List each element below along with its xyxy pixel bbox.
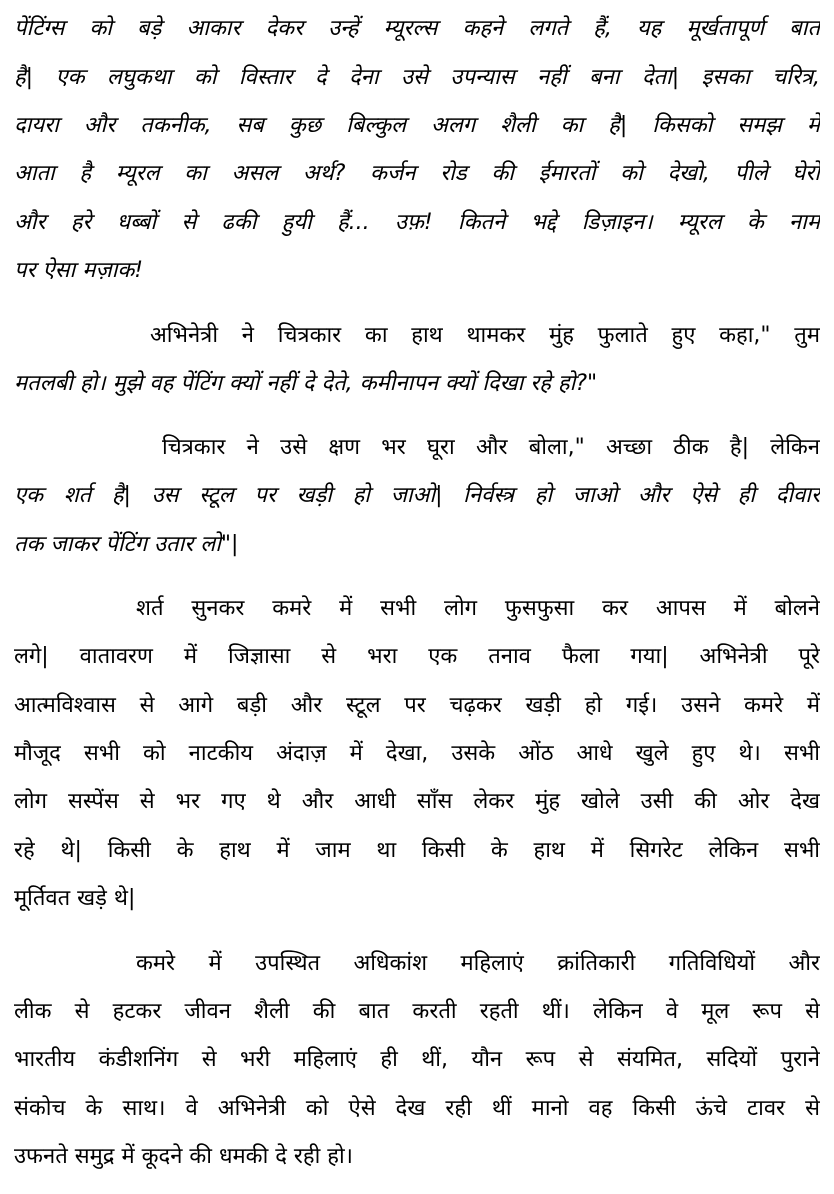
text-line: रहे थे| किसी के हाथ में जाम था किसी के हाथ में सिगरेट लेकिन सभी: [14, 838, 820, 863]
text-line: है| एक लघुकथा को विस्तार दे देना उसे उपन्यास नहीं बना देता| इसका चरित्र,: [14, 65, 820, 90]
text-line: आता है म्यूरल का असल अर्थ? कर्जन रोड की ईमारतों को देखो, पीले घेरों: [14, 161, 820, 186]
text-line: लीक से हटकर जीवन शैली की बात करती रहती थीं। लेकिन वे मूल रूप से: [14, 999, 820, 1024]
text-line: अभिनेत्री ने चित्रकार का हाथ थामकर मुंह फुलाते हुए कहा," तुम: [150, 323, 820, 348]
text-line: लगे| वातावरण में जिज्ञासा से भरा एक तनाव फैला गया| अभिनेत्री पूरे: [14, 644, 820, 669]
text-line: चित्रकार ने उसे क्षण भर घूरा और बोला," अच्छा ठीक है| लेकिन: [162, 435, 820, 460]
text-line: मूर्तिवत खड़े थे|: [14, 886, 136, 911]
text-line: तक जाकर पेंटिंग उतार लो"|: [14, 532, 239, 557]
text-line: और हरे धब्बों से ढकी हुयी हैं... उफ़! कितने भद्दे डिज़ाइन। म्यूरल के नाम: [14, 210, 820, 235]
text-line: पेंटिंग्स को बड़े आकार देकर उन्हें म्यूरल्स कहने लगते हैं, यह मूर्खतापूर्ण बात: [14, 16, 820, 41]
text-line: शर्त सुनकर कमरे में सभी लोग फुसफुसा कर आपस में बोलने: [136, 596, 820, 621]
text-line: संकोच के साथ। वे अभिनेत्री को ऐसे देख रही थीं मानो वह किसी ऊंचे टावर से: [14, 1096, 820, 1121]
text-line: उफनते समुद्र में कूदने की धमकी दे रही हो।: [14, 1144, 354, 1169]
text-line: एक शर्त है| उस स्टूल पर खड़ी हो जाओ| निर्वस्त्र हो जाओ और ऐसे ही दीवार: [14, 483, 820, 508]
text-line: मतलबी हो। मुझे वह पेंटिंग क्यों नहीं दे देते, कमीनापन क्यों दिखा रहे हो?": [14, 371, 598, 396]
text-line: भारतीय कंडीशनिंग से भरी महिलाएं ही थीं, यौन रूप से संयमित, सदियों पुराने: [14, 1047, 820, 1072]
text-line: मौजूद सभी को नाटकीय अंदाज़ में देखा, उसके ओंठ आधे खुले हुए थे। सभी: [14, 741, 820, 766]
text-line: कमरे में उपस्थित अधिकांश महिलाएं क्रांतिकारी गतिविधियों और: [136, 951, 820, 976]
text-line: आत्मविश्वास से आगे बड़ी और स्टूल पर चढ़कर खड़ी हो गई। उसने कमरे में: [14, 693, 820, 718]
text-line: पर ऐसा मज़ाक!: [14, 258, 144, 283]
text-line: दायरा और तकनीक, सब कुछ बिल्कुल अलग शैली का है| किसको समझ में: [14, 113, 820, 138]
text-line: लोग सस्पेंस से भर गए थे और आधी साँस लेकर मुंह खोले उसी की ओर देख: [14, 789, 820, 814]
